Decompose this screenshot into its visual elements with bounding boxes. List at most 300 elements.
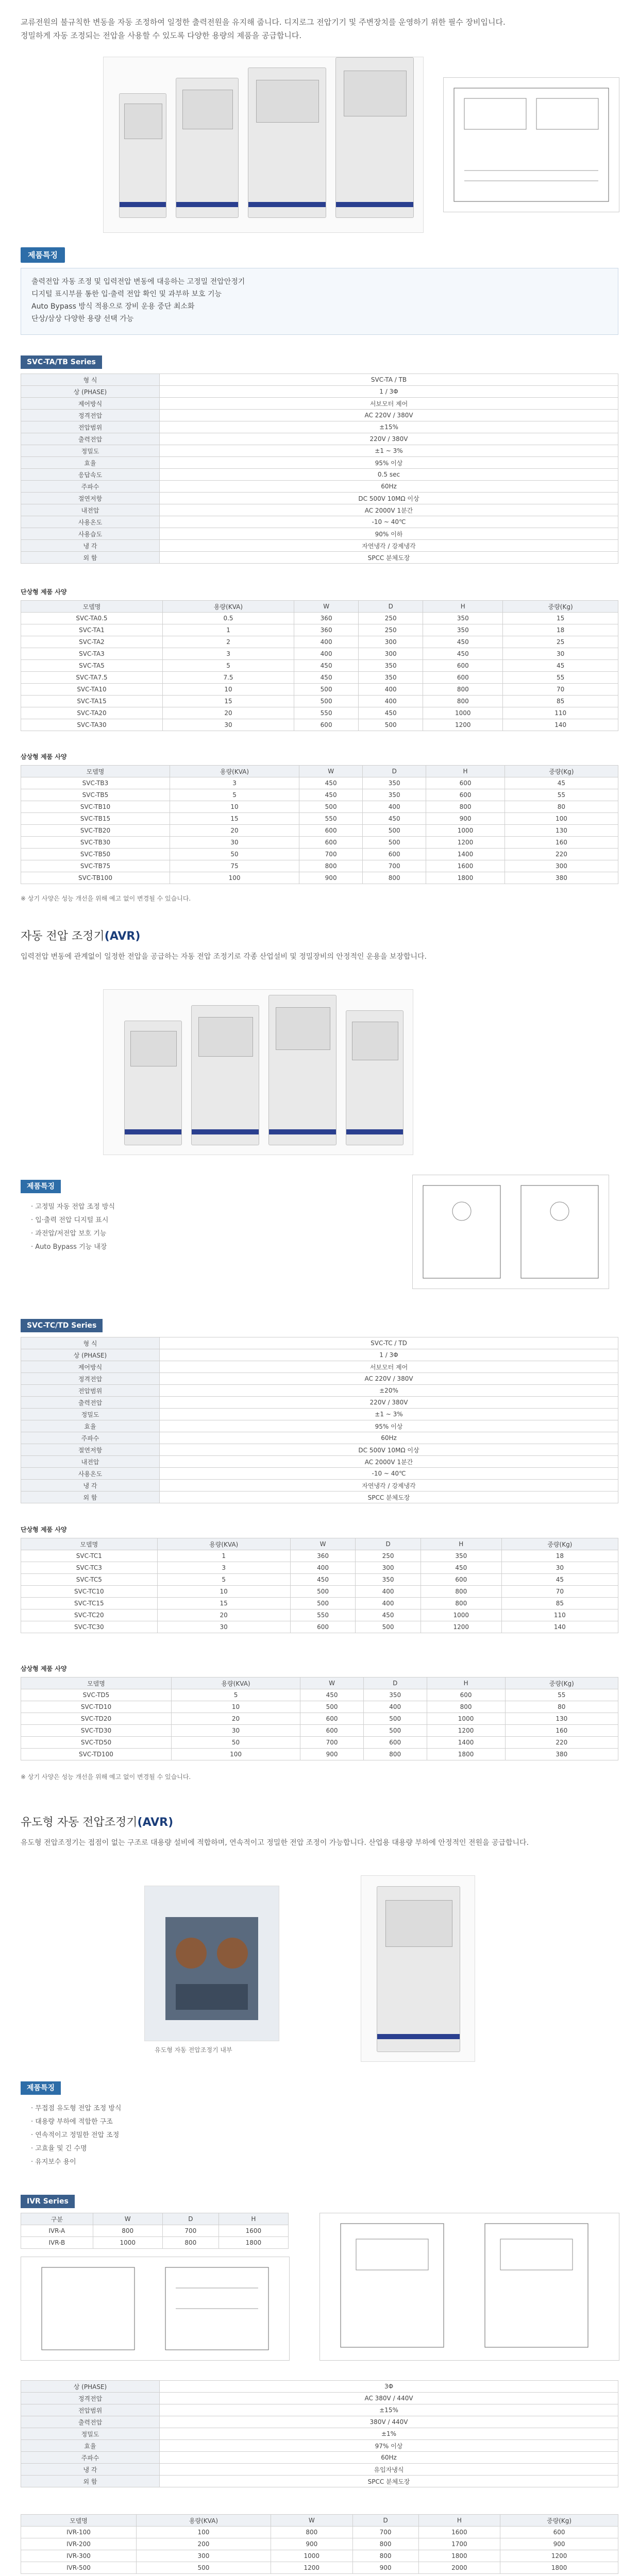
table-cell: 600 [299, 825, 363, 837]
column-header: D [359, 601, 423, 613]
spec-value: ±20% [160, 1385, 618, 1397]
table-cell: SVC-TB3 [21, 777, 170, 789]
column-header: 용량(KVA) [162, 601, 294, 613]
table-cell: 100 [136, 2527, 271, 2538]
section-title-text: 자동 전압 조정기 [21, 930, 105, 943]
table-cell: SVC-TC10 [21, 1586, 158, 1598]
spec-row [21, 1468, 618, 1480]
table-cell: 900 [300, 1749, 364, 1760]
column-header: 모델명 [21, 766, 170, 777]
table-row [21, 801, 618, 813]
column-header: 중량(Kg) [501, 1538, 618, 1550]
table-cell: 450 [290, 1574, 356, 1586]
table-cell: SVC-TC1 [21, 1550, 158, 1562]
table-cell: 15 [157, 1598, 290, 1609]
table-cell: SVC-TD5 [21, 1689, 172, 1701]
spec-label: 상 (PHASE) [21, 1349, 160, 1361]
spec-note: ※ 상기 사양은 성능 개선을 위해 예고 없이 변경될 수 있습니다. [21, 1773, 191, 1781]
feature-list [31, 2102, 122, 2169]
table-cell: 450 [423, 636, 503, 648]
feature-item: · 유지보수 용이 [31, 2158, 76, 2166]
spec-label: 사용온도 [21, 1468, 160, 1480]
spec-value: 자연냉각 / 강제냉각 [160, 540, 618, 552]
spec-heading: SVC-TC/TD Series [21, 1319, 103, 1332]
table-row [21, 860, 618, 872]
spec-row [21, 540, 618, 552]
table-title: 삼상형 제품 사양 [21, 1665, 67, 1672]
table-cell: 450 [299, 789, 363, 801]
table-row [21, 872, 618, 884]
spec-value: 60Hz [160, 1432, 618, 1444]
spec-row [21, 433, 618, 445]
table-cell: 70 [501, 1586, 618, 1598]
table-cell: 1 [157, 1550, 290, 1562]
table-cell: 600 [290, 1621, 356, 1633]
table-cell: 400 [290, 1562, 356, 1574]
spec-label: 냉 각 [21, 1480, 160, 1492]
spec-value: 97% 이상 [160, 2440, 618, 2452]
spec-row [21, 1361, 618, 1373]
table-cell: 350 [421, 1550, 501, 1562]
table-row [21, 660, 618, 672]
table-row [21, 672, 618, 684]
feature-item: · 무접점 유도형 전압 조정 방식 [31, 2105, 122, 2112]
spec-row [21, 410, 618, 421]
table-cell: 450 [294, 660, 359, 672]
table-cell: 3 [170, 777, 299, 789]
column-header: 중량(Kg) [505, 766, 618, 777]
section-title-text: 유도형 자동 전압조정기 [21, 1816, 138, 1829]
table-cell: 500 [294, 696, 359, 707]
spec-value: 1 / 3Φ [160, 1349, 618, 1361]
table-cell: 500 [363, 1725, 427, 1737]
table-row [21, 777, 618, 789]
table-cell: 450 [299, 777, 363, 789]
spec-row [21, 469, 618, 481]
table-cell: SVC-TD30 [21, 1725, 172, 1737]
table-cell: SVC-TB75 [21, 860, 170, 872]
table-row [21, 624, 618, 636]
table-row [21, 837, 618, 849]
table-row [21, 719, 618, 731]
spec-label: 주파수 [21, 481, 160, 493]
feature-item: 디지털 표시부를 통한 입·출력 전압 확인 및 과부하 보호 기능 [31, 290, 222, 298]
section-title-strong: (AVR) [137, 1816, 174, 1829]
spec-row [21, 2416, 618, 2428]
section-desc: 유도형 전압조정기는 접점이 없는 구조로 대용량 설비에 적합하며, 연속적이고 정밀한 전압 조정이 가능합니다. 산업용 대용량 부하에 안정적인 전원을 공급합니다. [21, 1839, 529, 1847]
table-cell: 1600 [426, 860, 505, 872]
front-drawing-svg [320, 2213, 619, 2360]
table-cell: 50 [170, 849, 299, 860]
table-cell: 350 [423, 613, 503, 624]
table-cell: 5 [157, 1574, 290, 1586]
table-row [21, 2527, 618, 2538]
table-header-row [21, 601, 618, 613]
table-cell: 400 [294, 636, 359, 648]
table-cell: 380 [505, 1749, 618, 1760]
table-row [21, 684, 618, 696]
table-cell: 1200 [426, 837, 505, 849]
table-cell: 110 [503, 707, 618, 719]
spec-value: 220V / 380V [160, 1397, 618, 1409]
table-cell: 600 [299, 837, 363, 849]
spec-value: SVC-TC / TD [160, 1337, 618, 1349]
table-cell: 1800 [218, 2237, 288, 2249]
table-cell: 1400 [427, 1737, 505, 1749]
column-header: W [299, 766, 363, 777]
table-cell: 600 [423, 660, 503, 672]
spec-value: 220V / 380V [160, 433, 618, 445]
spec-heading: SVC-TA/TB Series [21, 355, 102, 369]
table-cell: 18 [503, 624, 618, 636]
table-cell: 5 [171, 1689, 300, 1701]
table-cell: 55 [503, 672, 618, 684]
table-cell: 400 [356, 1598, 421, 1609]
column-header: D [363, 766, 426, 777]
column-header: H [418, 2515, 500, 2527]
column-header: D [356, 1538, 421, 1550]
spec-value: 60Hz [160, 2452, 618, 2464]
spec-table [21, 2380, 618, 2487]
section-title [21, 1814, 173, 1829]
spec-label: 전압범위 [21, 2404, 160, 2416]
table-cell: 30 [170, 837, 299, 849]
spec-row [21, 493, 618, 504]
spec-row [21, 2404, 618, 2416]
table-cell: 400 [359, 684, 423, 696]
table-cell: 130 [505, 825, 618, 837]
table-cell: 1200 [427, 1725, 505, 1737]
table-row [21, 648, 618, 660]
table-cell: 250 [356, 1550, 421, 1562]
table-cell: 500 [294, 684, 359, 696]
table-cell: 30 [171, 1725, 300, 1737]
model-table [21, 1538, 618, 1633]
table-cell: 800 [426, 801, 505, 813]
spec-value: 95% 이상 [160, 457, 618, 469]
table-cell: SVC-TB50 [21, 849, 170, 860]
table-cell: 1800 [500, 2562, 618, 2574]
cabinet-image [346, 1010, 403, 1145]
table-cell: 300 [505, 860, 618, 872]
table-cell: 50 [171, 1737, 300, 1749]
spec-label: 외 함 [21, 552, 160, 564]
cabinet-image [124, 1021, 182, 1145]
spec-label: 상 (PHASE) [21, 386, 160, 398]
table-cell: 450 [300, 1689, 364, 1701]
cabinet-image [119, 93, 166, 218]
table-cell: 900 [271, 2538, 352, 2550]
table-cell: 700 [352, 2527, 418, 2538]
table-cell: 360 [294, 624, 359, 636]
spec-value: 0.5 sec [160, 469, 618, 481]
table-cell: IVR-500 [21, 2562, 137, 2574]
table-cell: SVC-TB15 [21, 813, 170, 825]
spec-label: 정밀도 [21, 445, 160, 457]
feature-heading: 제품특징 [21, 2081, 61, 2095]
table-cell: 220 [505, 849, 618, 860]
table-cell: 30 [162, 719, 294, 731]
spec-value: DC 500V 10MΩ 이상 [160, 1444, 618, 1456]
spec-row [21, 1373, 618, 1385]
spec-label: 출력전압 [21, 2416, 160, 2428]
column-header: 용량(KVA) [170, 766, 299, 777]
spec-row [21, 1456, 618, 1468]
table-cell: 2 [162, 636, 294, 648]
table-cell: 100 [505, 813, 618, 825]
table-title: 삼상형 제품 사양 [21, 753, 67, 760]
table-cell: 800 [423, 696, 503, 707]
table-cell: 500 [363, 825, 426, 837]
model-table [21, 600, 618, 731]
feature-item: · 대용량 부하에 적합한 구조 [31, 2118, 113, 2126]
table-cell: 1600 [218, 2225, 288, 2237]
table-cell: 140 [501, 1621, 618, 1633]
spec-table [21, 374, 618, 564]
spec-label: 전압범위 [21, 1385, 160, 1397]
table-cell: 1000 [427, 1713, 505, 1725]
table-cell: 500 [300, 1701, 364, 1713]
spec-value: 1 / 3Φ [160, 386, 618, 398]
table-cell: 250 [359, 624, 423, 636]
table-cell: IVR-100 [21, 2527, 137, 2538]
column-header: W [271, 2515, 352, 2527]
table-row [21, 707, 618, 719]
table-cell: 350 [363, 1689, 427, 1701]
table-cell: SVC-TC30 [21, 1621, 158, 1633]
table-cell: 1200 [423, 719, 503, 731]
panel-drawing-svg [444, 78, 619, 212]
table-title: 단상형 제품 사양 [21, 1526, 67, 1533]
column-header: 모델명 [21, 601, 163, 613]
table-cell: 0.5 [162, 613, 294, 624]
table-row [21, 1550, 618, 1562]
spec-label: 외 함 [21, 2476, 160, 2487]
table-cell: 15 [162, 696, 294, 707]
internal-photo [144, 1886, 279, 2041]
spec-value: 60Hz [160, 481, 618, 493]
table-cell: 30 [501, 1562, 618, 1574]
column-header: 용량(KVA) [171, 1677, 300, 1689]
spec-row [21, 457, 618, 469]
table-cell: 400 [359, 696, 423, 707]
feature-heading: 제품특징 [21, 1180, 61, 1193]
spec-row [21, 1337, 618, 1349]
feature-heading: 제품특징 [21, 247, 65, 263]
table-cell: 800 [363, 1749, 427, 1760]
table-cell: SVC-TA7.5 [21, 672, 163, 684]
table-cell: 1200 [271, 2562, 352, 2574]
table-row [21, 1574, 618, 1586]
table-cell: 600 [421, 1574, 501, 1586]
cabinet-image [335, 57, 414, 218]
table-cell: SVC-TA10 [21, 684, 163, 696]
table-cell: 800 [421, 1598, 501, 1609]
table-row [21, 1725, 618, 1737]
table-cell: 350 [423, 624, 503, 636]
feature-item: · 과전압/저전압 보호 기능 [31, 1230, 107, 1238]
table-cell: 500 [356, 1621, 421, 1633]
section-title-strong: (AVR) [104, 930, 141, 943]
spec-row [21, 1432, 618, 1444]
product-photo-group [103, 57, 424, 233]
column-header: 모델명 [21, 1677, 172, 1689]
table-row [21, 2562, 618, 2574]
spec-label: 내전압 [21, 1456, 160, 1468]
table-cell: 10 [170, 801, 299, 813]
table-cell: 45 [503, 660, 618, 672]
table-cell: 75 [170, 860, 299, 872]
spec-value: -10 ~ 40℃ [160, 1468, 618, 1480]
table-cell: 400 [363, 1701, 427, 1713]
table-cell: 160 [505, 1725, 618, 1737]
table-cell: SVC-TC3 [21, 1562, 158, 1574]
table-cell: 600 [300, 1725, 364, 1737]
spec-label: 절연저항 [21, 1444, 160, 1456]
table-header-row [21, 1677, 618, 1689]
table-row [21, 1749, 618, 1760]
cabinet-image [176, 78, 239, 218]
table-row [21, 1689, 618, 1701]
model-table [21, 2514, 618, 2574]
spec-label: 제어방식 [21, 1361, 160, 1373]
spec-value: SPCC 분체도장 [160, 552, 618, 564]
spec-label: 상 (PHASE) [21, 2381, 160, 2393]
table-cell: 30 [503, 648, 618, 660]
spec-value: 90% 이하 [160, 528, 618, 540]
table-row [21, 613, 618, 624]
table-cell: IVR-300 [21, 2550, 137, 2562]
table-row [21, 1621, 618, 1633]
table-row [21, 825, 618, 837]
table-cell: 350 [363, 789, 426, 801]
table-cell: 450 [421, 1562, 501, 1574]
internal-photo-svg [145, 1886, 279, 2041]
table-cell: 800 [352, 2550, 418, 2562]
table-cell: 700 [363, 860, 426, 872]
column-header: 용량(KVA) [136, 2515, 271, 2527]
spec-row [21, 1409, 618, 1420]
table-row [21, 1562, 618, 1574]
table-cell: 600 [426, 789, 505, 801]
column-header: H [423, 601, 503, 613]
outline-drawing-svg [21, 2257, 289, 2360]
spec-label: 절연저항 [21, 493, 160, 504]
table-row [21, 1609, 618, 1621]
table-cell: SVC-TD100 [21, 1749, 172, 1760]
table-cell: 380 [505, 872, 618, 884]
table-cell: SVC-TA20 [21, 707, 163, 719]
column-header: 모델명 [21, 2515, 137, 2527]
column-header: H [426, 766, 505, 777]
table-cell: 450 [294, 672, 359, 684]
table-cell: 1400 [426, 849, 505, 860]
table-cell: 1000 [93, 2237, 162, 2249]
table-cell: SVC-TD20 [21, 1713, 172, 1725]
spec-value: AC 380V / 440V [160, 2393, 618, 2404]
spec-row [21, 1444, 618, 1456]
table-cell: 1000 [423, 707, 503, 719]
table-cell: 18 [501, 1550, 618, 1562]
table-cell: 300 [359, 636, 423, 648]
table-header-row [21, 2213, 289, 2225]
spec-value: 자연냉각 / 강제냉각 [160, 1480, 618, 1492]
table-cell: 600 [294, 719, 359, 731]
cabinet-image [191, 1005, 259, 1145]
column-header: 중량(Kg) [505, 1677, 618, 1689]
table-cell: 500 [299, 801, 363, 813]
spec-value: SPCC 분체도장 [160, 2476, 618, 2487]
table-row [21, 1701, 618, 1713]
table-cell: SVC-TC20 [21, 1609, 158, 1621]
table-cell: SVC-TB100 [21, 872, 170, 884]
table-cell: 110 [501, 1609, 618, 1621]
feature-list [31, 1200, 115, 1254]
dimension-table [21, 2213, 289, 2249]
spec-label: 효율 [21, 457, 160, 469]
column-header: H [421, 1538, 501, 1550]
column-header: W [93, 2213, 162, 2225]
column-header: W [300, 1677, 364, 1689]
spec-label: 외 함 [21, 1492, 160, 1503]
spec-row [21, 374, 618, 386]
spec-value: AC 2000V 1분간 [160, 1456, 618, 1468]
table-cell: 600 [363, 849, 426, 860]
table-cell: 800 [352, 2538, 418, 2550]
table-cell: 5 [162, 660, 294, 672]
spec-row [21, 528, 618, 540]
table-cell: 800 [271, 2527, 352, 2538]
spec-label: 출력전압 [21, 433, 160, 445]
table-cell: SVC-TB20 [21, 825, 170, 837]
table-cell: 500 [290, 1598, 356, 1609]
table-cell: 20 [162, 707, 294, 719]
feature-item: · 고정밀 자동 전압 조정 방식 [31, 1203, 115, 1211]
feature-item: · 입·출력 전압 디지털 표시 [31, 1216, 109, 1224]
spec-table [21, 1337, 618, 1503]
table-cell: SVC-TB30 [21, 837, 170, 849]
column-header: 중량(Kg) [503, 601, 618, 613]
spec-label: 효율 [21, 2440, 160, 2452]
spec-row [21, 481, 618, 493]
intro-text [21, 15, 618, 42]
column-header: H [427, 1677, 505, 1689]
table-cell: 600 [427, 1689, 505, 1701]
table-cell: 900 [352, 2562, 418, 2574]
table-cell: SVC-TB5 [21, 789, 170, 801]
spec-label: 냉 각 [21, 2464, 160, 2476]
table-cell: 130 [505, 1713, 618, 1725]
spec-value: SVC-TA / TB [160, 374, 618, 386]
spec-value: AC 2000V 1분간 [160, 504, 618, 516]
feature-item: 단상/삼상 다양한 용량 선택 가능 [31, 315, 134, 323]
table-cell: 20 [170, 825, 299, 837]
column-header: D [162, 2213, 218, 2225]
table-cell: 55 [505, 1689, 618, 1701]
table-cell: 30 [157, 1621, 290, 1633]
table-cell: 20 [157, 1609, 290, 1621]
table-cell: 1000 [271, 2550, 352, 2562]
table-cell: SVC-TA15 [21, 696, 163, 707]
spec-row [21, 1385, 618, 1397]
spec-label: 냉 각 [21, 540, 160, 552]
table-cell: 350 [363, 777, 426, 789]
table-cell: 20 [171, 1713, 300, 1725]
table-cell: 500 [359, 719, 423, 731]
table-cell: 450 [359, 707, 423, 719]
spec-row [21, 1492, 618, 1503]
table-cell: 1 [162, 624, 294, 636]
